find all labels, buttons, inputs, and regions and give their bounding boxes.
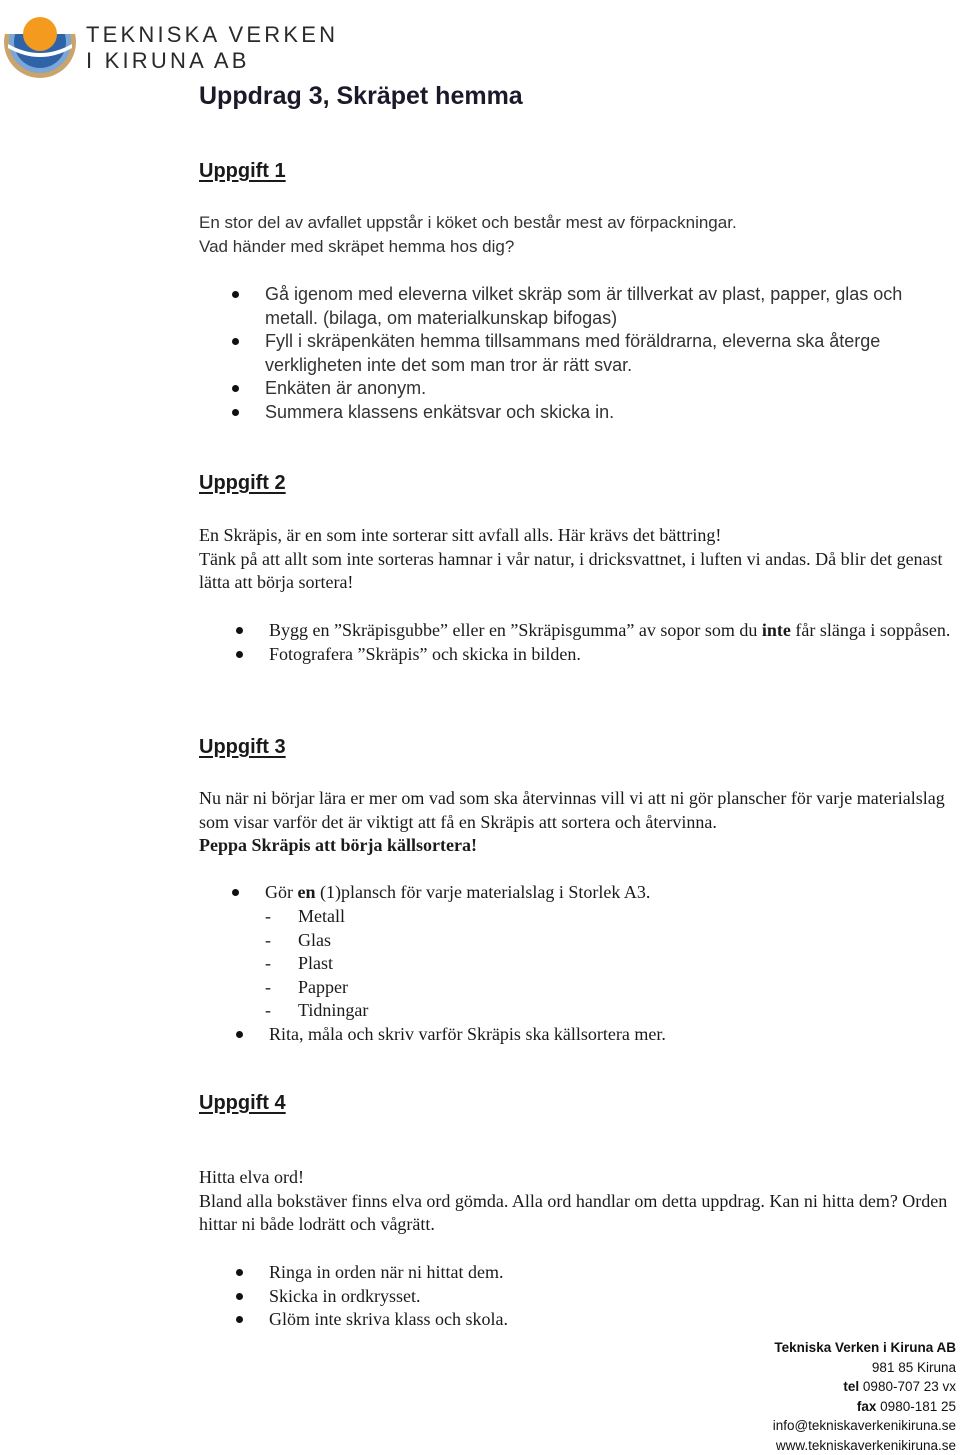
task4-line2: Bland alla bokstäver finns elva ord gömda. Alla ord handlar om detta uppdrag. Kan ni hitta dem? Orden hittar ni både lodrätt och vågrätt.	[199, 1190, 959, 1237]
footer-email[interactable]: info@tekniskaverkenikiruna.se	[773, 1416, 956, 1436]
task3-intro-bold: Peppa Skräpis att börja källsortera!	[199, 834, 959, 858]
task4-heading: Uppgift 4	[199, 1092, 286, 1115]
task3-intro	[199, 787, 959, 858]
company-name-line1: TEKNISKA VERKEN	[86, 22, 338, 48]
task4-bullet: Skicka in ordkrysset.	[269, 1285, 959, 1309]
material-item: - Metall	[265, 905, 368, 929]
footer-phone-number: 0980-707 23 vx	[863, 1379, 956, 1394]
task4-line1: Hitta elva ord!	[199, 1166, 959, 1190]
task3-bullet	[265, 881, 955, 905]
material-item: - Papper	[265, 976, 368, 1000]
company-logo	[2, 4, 78, 80]
task2-bullet1-text: Bygg en ”Skräpisgubbe” eller en ”Skräpisgumma” av sopor som du	[269, 620, 762, 640]
footer-fax	[773, 1397, 956, 1417]
task1-intro-line2: Vad händer med skräpet hemma hos dig?	[199, 235, 959, 259]
task1-heading: Uppgift 1	[199, 160, 286, 183]
footer-company: Tekniska Verken i Kiruna AB	[773, 1338, 956, 1358]
page-title: Uppdrag 3, Skräpet hemma	[199, 82, 523, 111]
footer-address: 981 85 Kiruna	[773, 1358, 956, 1378]
footer-phone	[773, 1377, 956, 1397]
task2-bullet-list	[269, 619, 959, 666]
task3-bullet: Rita, måla och skriv varför Skräpis ska källsortera mer.	[269, 1023, 959, 1047]
task4-intro	[199, 1166, 959, 1237]
task2-bullet1-emphasis: inte	[762, 620, 791, 640]
task1-bullet: Enkäten är anonym.	[265, 377, 945, 401]
material-item: - Tidningar	[265, 999, 368, 1023]
task4-bullet: Glöm inte skriva klass och skola.	[269, 1308, 959, 1332]
footer-fax-number: 0980-181 25	[880, 1399, 956, 1414]
task1-bullet-list	[265, 283, 945, 424]
task3-bullet-list-2	[269, 1023, 959, 1047]
task1-bullet: Summera klassens enkätsvar och skicka in.	[265, 401, 945, 425]
task3-bullet1-text: Gör	[265, 882, 298, 902]
material-item: - Glas	[265, 929, 368, 953]
task2-bullet: Fotografera ”Skräpis” och skicka in bilden.	[269, 643, 959, 667]
task2-bullet1-text-end: får slänga i soppåsen.	[791, 620, 950, 640]
company-name	[86, 22, 338, 74]
task1-intro	[199, 211, 959, 258]
task2-intro	[199, 524, 959, 595]
task4-bullet-list	[269, 1261, 959, 1332]
footer-contact	[773, 1338, 956, 1455]
task3-heading: Uppgift 3	[199, 736, 286, 759]
task3-bullet1-text-end: (1)plansch för varje materialslag i Storlek A3.	[316, 882, 651, 902]
task2-heading: Uppgift 2	[199, 472, 286, 495]
task1-intro-line1: En stor del av avfallet uppstår i köket och består mest av förpackningar.	[199, 211, 959, 235]
task3-bullet-list	[265, 881, 955, 905]
footer-fax-label: fax	[857, 1399, 877, 1414]
task1-bullet: Gå igenom med eleverna vilket skräp som är tillverkat av plast, papper, glas och metall. (bilaga, om materialkunskap bifogas)	[265, 283, 945, 330]
footer-website[interactable]: www.tekniskaverkenikiruna.se	[773, 1436, 956, 1455]
task2-intro-line2: Tänk på att allt som inte sorteras hamnar i vår natur, i dricksvattnet, i luften vi andas. Då blir det genast lätta att börja sortera!	[199, 548, 959, 595]
task2-bullet	[269, 619, 959, 643]
task4-bullet: Ringa in orden när ni hittat dem.	[269, 1261, 959, 1285]
material-list	[265, 905, 368, 1023]
task3-intro-text: Nu när ni börjar lära er mer om vad som ska återvinnas vill vi att ni gör planscher för varje materialslag som visar varför det är viktigt att få en Skräpis att sortera och återvinna.	[199, 787, 959, 834]
task2-intro-line1: En Skräpis, är en som inte sorterar sitt avfall alls. Här krävs det bättring!	[199, 524, 959, 548]
company-name-line2: I KIRUNA AB	[86, 48, 338, 74]
task1-bullet: Fyll i skräpenkäten hemma tillsammans med föräldrarna, eleverna ska återge verkligheten inte det som man tror är rätt svar.	[265, 330, 945, 377]
task3-bullet1-emphasis: en	[298, 882, 316, 902]
footer-phone-label: tel	[843, 1379, 859, 1394]
material-item: - Plast	[265, 952, 368, 976]
